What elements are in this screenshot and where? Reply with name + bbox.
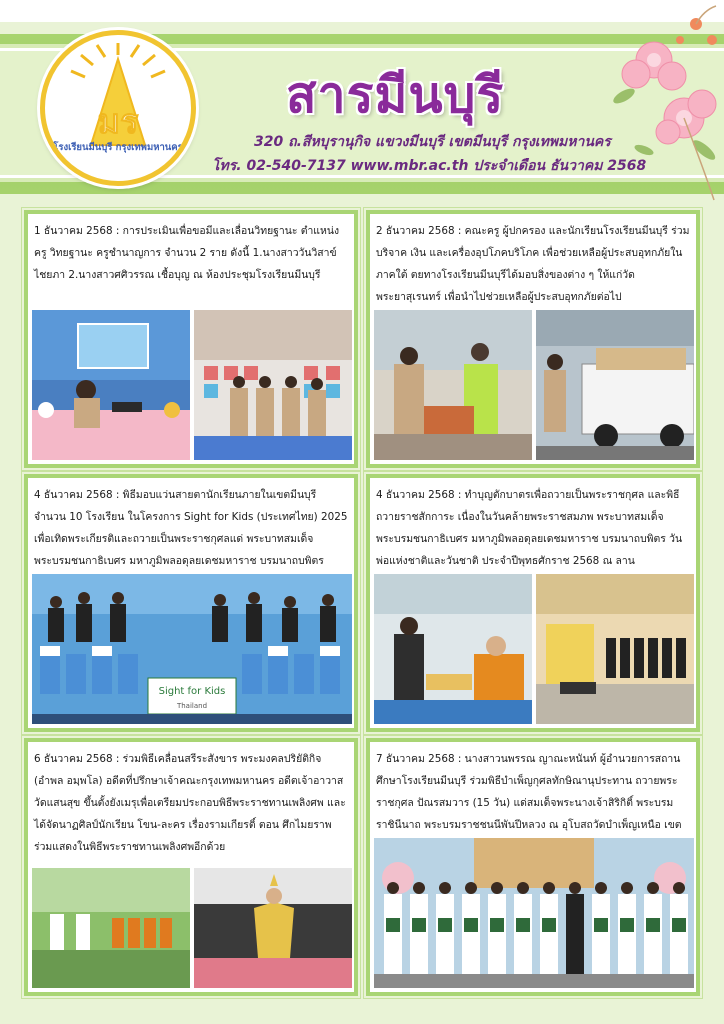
news-photo bbox=[374, 838, 694, 988]
news-photo bbox=[194, 868, 352, 988]
news-photo bbox=[32, 574, 352, 724]
news-text: 4 ธันวาคม 2568 : พิธีมอบแว่นสายตานักเรียนภายในเขตมีนบุรี จำนวน 10 โรงเรียน ในโครงการ Sight for Kids (ประเทศไทย) 2025 เพื่อเทิดพระเกียรติและถวายเป็นพระราชกุศลแด่ พระบาทสมเด็จพระบรมชนกาธิเบศร มหาภูมิพลอดุลยเดชมหาราช บรมนาถบพิตร bbox=[34, 489, 348, 567]
news-photo bbox=[374, 310, 532, 460]
news-photo bbox=[194, 310, 352, 460]
school-logo-emblem-icon bbox=[45, 35, 191, 181]
sight-for-kids-sign: Sight for Kids bbox=[158, 686, 226, 697]
contact-line: โทร. 02-540-7137 www.mbr.ac.th ประจำเดือน ธันวาคม 2568 bbox=[212, 158, 647, 174]
news-card-6 bbox=[366, 738, 700, 996]
news-text: 2 ธันวาคม 2568 : คณะครู ผู้ปกครอง และนักเรียนโรงเรียนมีนบุรี ร่วมบริจาค เงิน และเครื่องอุปโภคบริโภค เพื่อช่วยเหลือผู้ประสบอุทกภัยในภาคใต้ ตยทางโรงเรียนมีนบุรีได้มอบสิ่งของต่าง ๆ ให้แก่วัดพระยาสุเรนทร์ เพื่อนำไปช่วยเหลือผู้ประสบอุทกภัยต่อไป bbox=[376, 225, 690, 303]
school-logo-text: โรงเรียนมีนบุรี กรุงเทพมหานคร bbox=[53, 142, 183, 153]
news-photo bbox=[32, 310, 190, 460]
news-photo bbox=[374, 574, 532, 724]
news-photo bbox=[32, 868, 190, 988]
news-text: 7 ธันวาคม 2568 : นางสาวนพรรณ ญาณะหนันท์ ผู้อำนวยการสถานศึกษาโรงเรียนมีนบุรี ร่วมพิธีบำเพ็ญกุศลทักษิณานุประทาน ถวายพระราชกุศล ปัณรสมวาร (15 วัน) แด่สมเด็จพระนางเจ้าสิริกิติ์ พระบรมราชินีนาถ พระบรมราชชนนีพันปีหลวง ณ อุโบสถวัดบำเพ็ญเหนือ เขต bbox=[376, 753, 682, 831]
news-text: 1 ธันวาคม 2568 : การประเมินเพื่อขอมีและเลื่อนวิทยฐานะ ตำแหน่งครู วิทยฐานะ ครูชำนาญการ จำนวน 2 ราย ดังนี้ 1.นางสาววันวิสาข์ ไชยภา 2.นางสาวศศิวรรณ เชื้อบุญ ณ ห้องประชุมโรงเรียนมีนบุรี bbox=[34, 225, 340, 281]
news-card-3 bbox=[24, 474, 358, 732]
news-photo bbox=[536, 310, 694, 460]
school-address: 320 ถ.สีหบุรานุกิจ แขวงมีนบุรี เขตมีนบุรี กรุงเทพมหานคร bbox=[254, 134, 611, 150]
newsletter-title: สารมีนบุรี bbox=[286, 66, 505, 124]
school-logo bbox=[40, 30, 196, 186]
news-card-2 bbox=[366, 210, 700, 468]
flower-decoration-icon bbox=[584, 0, 724, 220]
news-card-4 bbox=[366, 474, 700, 732]
svg-text:มร: มร bbox=[97, 102, 139, 142]
sight-for-kids-sign-sub: Thailand bbox=[176, 702, 208, 710]
news-photo bbox=[536, 574, 694, 724]
news-card-5 bbox=[24, 738, 358, 996]
news-card-1 bbox=[24, 210, 358, 468]
news-text: 4 ธันวาคม 2568 : ทำบุญตักบาตรเพื่อถวายเป็นพระราชกุศล และพิธีถวายราชสักการะ เนื่องในวันคล้ายพระราชสมภพ พระบาทสมเด็จพระบรมชนกาธิเบศร มหาภูมิพลอดุลยเดชมหาราช บรมนาถบพิตร วันพ่อแห่งชาติและวันชาติ ประจำปีพุทธศักราช 2568 ณ ลาน bbox=[376, 489, 683, 567]
news-text: 6 ธันวาคม 2568 : ร่วมพิธีเคลื่อนสรีระสังขาร พระมงคลปริยัติกิจ (อำพล อมฺพโล) อดีตที่ปรึกษาเจ้าคณะกรุงเทพมหานคร อดีตเจ้าอาวาสวัดแสนสุข ขึ้นตั้งยังเมรุเพื่อเตรียมประกอบพิธีพระราชทานเพลิงศพ และได้จัดนาฏศิลป์นักเรียน โขน-ละคร เรื่องรามเกียรติ์ ตอน ศึกไมยราพ ร่วมแสดงในพิธีพระราชทานเพลิงศพอีกด้วย bbox=[34, 753, 346, 853]
